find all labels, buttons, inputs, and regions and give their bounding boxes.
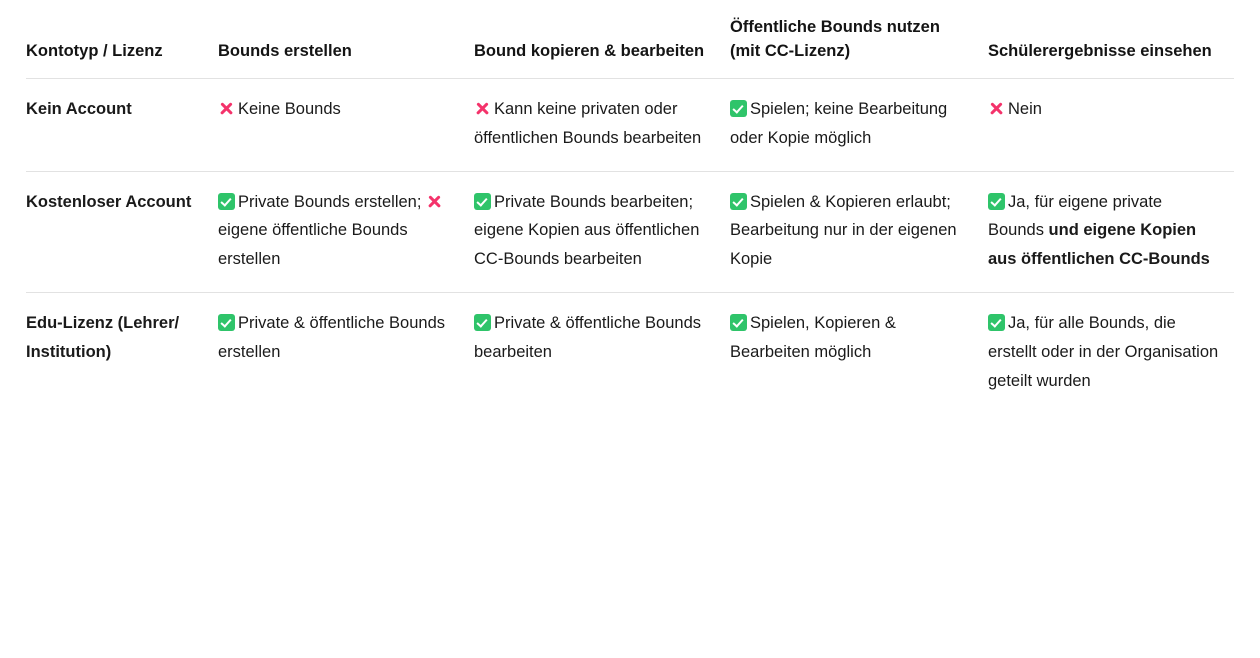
cross-icon — [218, 100, 235, 117]
cell-text: Private Bounds bearbeiten; eigene Kopien aus öffentlichen CC-Bounds bearbeiten — [474, 192, 700, 269]
check-icon — [730, 193, 747, 210]
cell-text: Private Bounds erstellen; — [238, 192, 427, 211]
table-header-row — [26, 10, 1234, 78]
cell-text: Spielen & Kopieren erlaubt; Bearbeitung nur in der eigenen Kopie — [730, 192, 957, 269]
column-header-view-student-results: Schülerergebnisse einsehen — [988, 10, 1234, 78]
cross-icon — [988, 100, 1005, 117]
column-header-create-bounds: Bounds erstellen — [218, 10, 474, 78]
table-header — [26, 10, 1234, 78]
column-header-account-type: Kontotyp / Lizenz — [26, 10, 218, 78]
cell-text: Keine Bounds — [238, 99, 341, 118]
cell-no-account-results — [988, 78, 1234, 171]
cell-free-account-results — [988, 171, 1234, 293]
table-row — [26, 293, 1234, 414]
cell-free-account-public — [730, 171, 988, 293]
column-header-use-public-bounds: Öffentliche Bounds nutzen (mit CC-Lizenz) — [730, 10, 988, 78]
cell-text: Kann keine privaten oder öffentlichen Bounds bearbeiten — [474, 99, 702, 147]
table-body — [26, 78, 1234, 414]
cell-free-account-create — [218, 171, 474, 293]
cell-edu-license-results — [988, 293, 1234, 414]
account-license-comparison-table — [26, 10, 1234, 414]
check-icon — [730, 100, 747, 117]
check-icon — [474, 193, 491, 210]
row-header-edu-license: Edu-Lizenz (Lehrer/ Institution) — [26, 314, 180, 362]
row-header-no-account: Kein Account — [26, 78, 218, 171]
cell-no-account-public — [730, 78, 988, 171]
cell-edu-license-public — [730, 293, 988, 414]
cell-text: Ja, für eigene private Bounds — [988, 192, 1163, 240]
row-header-free-account: Kostenloser Account — [26, 171, 218, 293]
cell-text: Private & öffentliche Bounds erstellen — [218, 314, 445, 362]
check-icon — [218, 193, 235, 210]
cell-no-account-copy — [474, 78, 730, 171]
cell-text: Ja, für alle Bounds, die erstellt oder in der Organisation geteilt wurden — [988, 314, 1219, 390]
column-header-copy-edit-bound: Bound kopieren & bearbeiten — [474, 10, 730, 78]
cell-text-emphasis: und eigene Kopien aus öffentlichen CC-Bounds — [988, 221, 1210, 269]
check-icon — [218, 314, 235, 331]
table-row — [26, 78, 1234, 171]
check-icon — [730, 314, 747, 331]
cell-edu-license-copy — [474, 293, 730, 414]
cell-text-secondary: eigene öffentliche Bounds erstellen — [218, 221, 408, 269]
cell-text: Private & öffentliche Bounds bearbeiten — [474, 314, 701, 362]
cell-edu-license-create — [218, 293, 474, 414]
cell-text: Spielen, Kopieren & Bearbeiten möglich — [730, 314, 896, 362]
cross-icon — [426, 193, 443, 210]
check-icon — [988, 193, 1005, 210]
table-row — [26, 171, 1234, 293]
cell-no-account-create — [218, 78, 474, 171]
cell-text: Spielen; keine Bearbeitung oder Kopie möglich — [730, 99, 948, 147]
check-icon — [474, 314, 491, 331]
check-icon — [988, 314, 1005, 331]
cross-icon — [474, 100, 491, 117]
cell-free-account-copy — [474, 171, 730, 293]
cell-text: Nein — [1008, 99, 1042, 118]
